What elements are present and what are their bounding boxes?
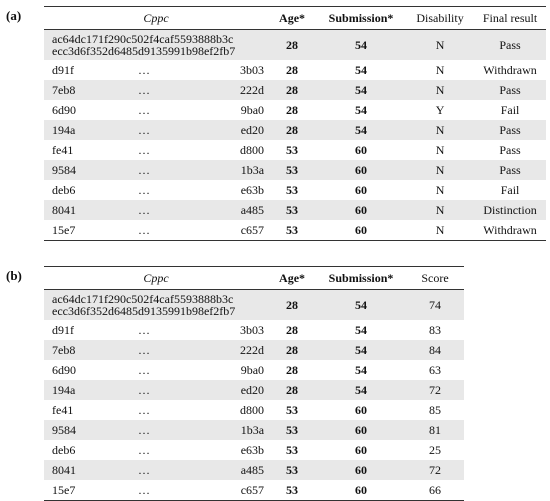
score-cell: 83 (429, 322, 442, 337)
id-prefix-cell: 194a (44, 120, 114, 140)
disability-cell: N (435, 142, 445, 157)
id-suffix-cell: 222d (174, 340, 268, 360)
disability-cell: N (406, 80, 474, 100)
disability-cell: N (406, 120, 474, 140)
id-suffix-cell: c657 (174, 220, 268, 241)
id-suffix-cell: d800 (240, 402, 265, 417)
id-prefix-cell: deb6 (52, 182, 76, 197)
table-row (44, 340, 464, 360)
ellipsis-cell: … (138, 402, 150, 417)
age-cell: 53 (268, 480, 316, 501)
final-result-cell: Fail (500, 182, 520, 197)
submission-cell: 54 (316, 120, 406, 140)
col-header-age: Age* (268, 7, 316, 30)
submission-cell: 60 (316, 160, 406, 180)
hash-line: ecc3d6f352d6485d9135991b98ef2fb7 (52, 44, 236, 58)
id-prefix-cell: fe41 (52, 402, 74, 417)
submission-cell: 60 (355, 182, 368, 197)
ellipsis-cell: … (138, 442, 150, 457)
age-cell: 28 (268, 120, 316, 140)
ellipsis-cell: … (138, 322, 150, 337)
table-row (44, 160, 546, 180)
id-prefix-cell: 6d90 (52, 102, 76, 117)
id-suffix-cell: 222d (174, 80, 268, 100)
table-row (44, 320, 464, 340)
submission-cell: 54 (355, 322, 368, 337)
hash-line: ac64dc171f290c502f4caf5593888b3c (52, 32, 234, 46)
id-prefix-cell: d91f (52, 322, 74, 337)
submission-cell: 60 (355, 142, 368, 157)
id-prefix-cell: 194a (44, 380, 114, 400)
age-cell: 53 (286, 142, 299, 157)
id-suffix-cell: e63b (240, 442, 265, 457)
id-suffix-cell: ed20 (174, 380, 268, 400)
disability-cell: N (435, 62, 445, 77)
ellipsis-cell: … (138, 102, 150, 117)
panel-b-table (44, 266, 464, 501)
table-row (44, 380, 464, 400)
id-suffix-cell: a485 (174, 460, 268, 480)
ellipsis-cell: … (114, 120, 174, 140)
table-row (44, 360, 464, 380)
score-cell: 66 (406, 480, 464, 501)
submission-cell: 54 (316, 290, 406, 321)
table-row (44, 180, 546, 200)
col-header-disability: Disability (406, 7, 474, 30)
id-suffix-cell: ed20 (174, 120, 268, 140)
age-cell: 53 (268, 200, 316, 220)
age-cell: 28 (268, 340, 316, 360)
final-result-cell: Fail (500, 102, 520, 117)
col-header-final-result: Final result (474, 7, 546, 30)
submission-cell: 54 (316, 30, 406, 61)
table-row (44, 290, 464, 321)
ellipsis-cell: … (114, 420, 174, 440)
hash-line: ecc3d6f352d6485d9135991b98ef2fb7 (52, 304, 236, 318)
final-result-cell: Pass (474, 80, 546, 100)
age-cell: 53 (268, 220, 316, 241)
col-header-cppc: Cppc (44, 267, 268, 290)
table-row (44, 460, 464, 480)
score-cell: 81 (406, 420, 464, 440)
age-cell: 53 (286, 402, 299, 417)
id-prefix-cell: d91f (52, 62, 74, 77)
id-suffix-cell: 1b3a (174, 420, 268, 440)
score-cell: 84 (406, 340, 464, 360)
ellipsis-cell: … (138, 182, 150, 197)
table-row (44, 220, 546, 241)
table-row (44, 120, 546, 140)
col-header-age: Age* (268, 267, 316, 290)
id-prefix-cell: 15e7 (44, 480, 114, 501)
score-cell: 74 (406, 290, 464, 321)
id-suffix-cell: 1b3a (174, 160, 268, 180)
age-cell: 53 (268, 420, 316, 440)
age-cell: 28 (286, 362, 299, 377)
id-prefix-cell: 7eb8 (44, 80, 114, 100)
id-prefix-cell: 6d90 (52, 362, 76, 377)
table-row (44, 200, 546, 220)
age-cell: 28 (268, 290, 316, 321)
score-cell: 72 (406, 380, 464, 400)
table-row (44, 140, 546, 160)
submission-cell: 54 (316, 340, 406, 360)
ellipsis-cell: … (114, 80, 174, 100)
age-cell: 28 (286, 322, 299, 337)
submission-cell: 60 (316, 220, 406, 241)
final-result-cell: Withdrawn (474, 220, 546, 241)
ellipsis-cell: … (138, 362, 150, 377)
score-cell: 25 (429, 442, 442, 457)
submission-cell: 54 (316, 80, 406, 100)
age-cell: 53 (268, 460, 316, 480)
id-suffix-cell: 3b03 (240, 62, 265, 77)
score-cell: 72 (406, 460, 464, 480)
score-cell: 85 (429, 402, 442, 417)
table-row (44, 400, 464, 420)
header-row (44, 267, 464, 290)
submission-cell: 60 (316, 460, 406, 480)
id-prefix-cell: 8041 (44, 460, 114, 480)
id-suffix-cell: d800 (240, 142, 265, 157)
disability-cell: N (406, 30, 474, 61)
final-result-cell: Pass (474, 30, 546, 61)
age-cell: 53 (268, 160, 316, 180)
submission-cell: 54 (355, 362, 368, 377)
ellipsis-cell: … (114, 200, 174, 220)
id-suffix-cell: 9ba0 (240, 362, 265, 377)
col-header-submission: Submission* (316, 7, 406, 30)
score-cell: 63 (429, 362, 442, 377)
ellipsis-cell: … (114, 380, 174, 400)
disability-cell: N (406, 200, 474, 220)
id-suffix-cell: e63b (240, 182, 265, 197)
age-cell: 28 (286, 62, 299, 77)
id-suffix-cell: 9ba0 (240, 102, 265, 117)
age-cell: 28 (268, 30, 316, 61)
submission-cell: 54 (355, 62, 368, 77)
id-prefix-cell: fe41 (52, 142, 74, 157)
submission-cell: 60 (355, 442, 368, 457)
age-cell: 53 (286, 182, 299, 197)
final-result-cell: Pass (474, 160, 546, 180)
table-row (44, 80, 546, 100)
hash-cell (44, 30, 268, 61)
table-row (44, 30, 546, 61)
id-prefix-cell: 15e7 (44, 220, 114, 241)
id-prefix-cell: 8041 (44, 200, 114, 220)
age-cell: 53 (286, 442, 299, 457)
final-result-cell: Withdrawn (483, 62, 537, 77)
final-result-cell: Distinction (474, 200, 546, 220)
hash-line: ac64dc171f290c502f4caf5593888b3c (52, 292, 234, 306)
submission-cell: 54 (316, 380, 406, 400)
col-header-cppc: Cppc (44, 7, 268, 30)
id-suffix-cell: a485 (174, 200, 268, 220)
disability-cell: N (406, 220, 474, 241)
disability-cell: N (406, 160, 474, 180)
ellipsis-cell: … (114, 340, 174, 360)
submission-cell: 60 (355, 402, 368, 417)
id-prefix-cell: deb6 (52, 442, 76, 457)
table-row (44, 100, 546, 120)
submission-cell: 54 (355, 102, 368, 117)
ellipsis-cell: … (114, 480, 174, 501)
id-suffix-cell: 3b03 (240, 322, 265, 337)
submission-cell: 60 (316, 420, 406, 440)
table-row (44, 440, 464, 460)
final-result-cell: Pass (499, 142, 521, 157)
disability-cell: Y (435, 102, 445, 117)
age-cell: 28 (268, 80, 316, 100)
id-prefix-cell: 9584 (44, 420, 114, 440)
ellipsis-cell: … (138, 142, 150, 157)
panel-b-label: (b) (6, 268, 22, 283)
table-row (44, 480, 464, 501)
hash-cell (44, 290, 268, 321)
ellipsis-cell: … (138, 62, 150, 77)
submission-cell: 60 (316, 480, 406, 501)
id-prefix-cell: 9584 (44, 160, 114, 180)
age-cell: 28 (268, 380, 316, 400)
id-prefix-cell: 7eb8 (44, 340, 114, 360)
id-suffix-cell: c657 (174, 480, 268, 501)
disability-cell: N (435, 182, 445, 197)
table-row (44, 60, 546, 80)
col-header-score: Score (406, 267, 464, 290)
final-result-cell: Pass (474, 120, 546, 140)
ellipsis-cell: … (114, 160, 174, 180)
header-row (44, 7, 546, 30)
ellipsis-cell: … (114, 460, 174, 480)
panel-a-label: (a) (6, 8, 22, 23)
panel-a-table (44, 6, 546, 241)
submission-cell: 60 (316, 200, 406, 220)
col-header-submission: Submission* (316, 267, 406, 290)
table-row (44, 420, 464, 440)
age-cell: 28 (286, 102, 299, 117)
ellipsis-cell: … (114, 220, 174, 241)
